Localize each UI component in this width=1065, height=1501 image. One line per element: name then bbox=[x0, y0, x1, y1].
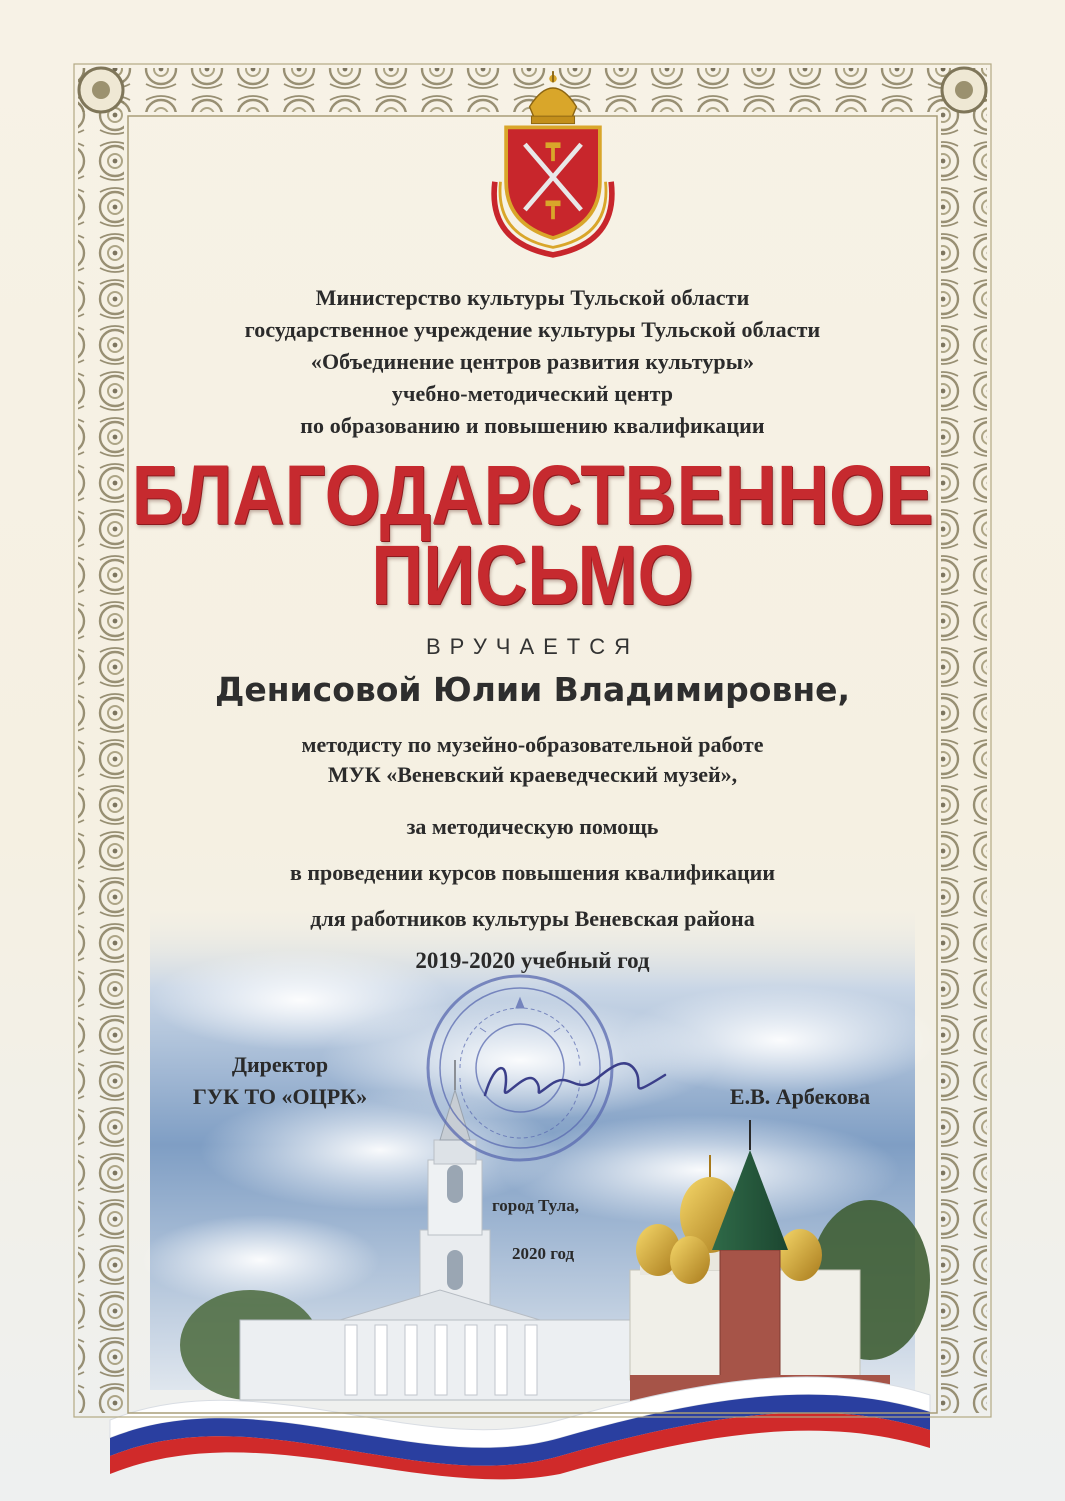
signer-role-line-2: ГУК ТО «ОЦРК» bbox=[192, 1084, 368, 1109]
academic-year: 2019-2020 учебный год bbox=[415, 948, 650, 973]
signer-role-line-1: Директор bbox=[231, 1052, 329, 1077]
organization-line-4: учебно-методический центр bbox=[391, 381, 674, 406]
organization-line-3: «Объединение центров развития культуры» bbox=[310, 349, 755, 374]
recipient-position-line-2: МУК «Веневский краеведческий музей», bbox=[327, 762, 738, 787]
organization-line-1: Министерство культуры Тульской области bbox=[315, 285, 750, 310]
recipient-name: Денисовой Юлии Владимировне, bbox=[214, 670, 851, 709]
reason-line-2: в проведении курсов повышения квалификации bbox=[289, 860, 776, 885]
certificate-title-line-2: ПИСЬМО bbox=[371, 528, 694, 622]
place-year: 2020 год bbox=[512, 1244, 575, 1263]
recipient-position-line-1: методисту по музейно-образовательной работе bbox=[301, 732, 764, 757]
awarded-label: ВРУЧАЕТСЯ bbox=[425, 634, 640, 659]
signer-role bbox=[170, 1052, 390, 1110]
reason-line-3: для работников культуры Веневская района bbox=[310, 906, 755, 931]
organization-line-5: по образованию и повышению квалификации bbox=[300, 413, 765, 438]
crowned-shield-emblem bbox=[478, 58, 628, 268]
place-city: город Тула, bbox=[492, 1196, 579, 1215]
signer-name: Е.В. Арбекова bbox=[729, 1084, 871, 1109]
handwritten-signature bbox=[470, 1040, 680, 1120]
certificate-title-line-1: БЛАГОДАРСТВЕННОЕ bbox=[131, 448, 934, 542]
reason-line-1: за методическую помощь bbox=[406, 814, 659, 839]
organization-line-2: государственное учреждение культуры Тульской области bbox=[244, 317, 821, 342]
